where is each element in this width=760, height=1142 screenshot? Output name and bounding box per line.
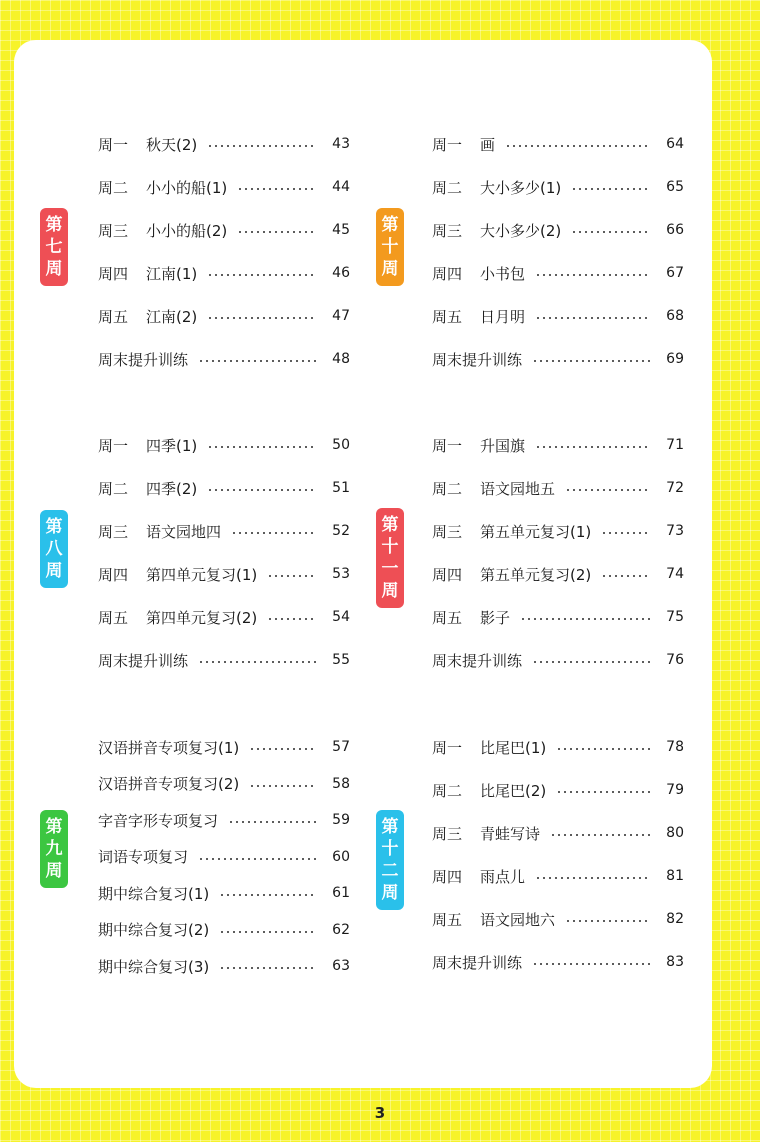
toc-entry[interactable] <box>432 821 684 845</box>
entry-title: 第四单元复习(1) <box>146 565 258 584</box>
toc-entry[interactable] <box>98 175 350 199</box>
toc-entry[interactable] <box>98 605 350 629</box>
dot-leader <box>535 877 650 879</box>
entry-page: 65 <box>666 179 684 195</box>
badge-char: 周 <box>45 561 63 581</box>
entry-page: 43 <box>332 136 350 152</box>
entry-page: 57 <box>332 739 350 755</box>
week-8-badge <box>40 510 68 588</box>
toc-entry[interactable] <box>98 347 350 371</box>
toc-entry[interactable] <box>98 845 350 869</box>
entry-title: 语文园地五 <box>480 479 556 498</box>
entry-page: 74 <box>666 566 684 582</box>
dot-leader <box>532 360 650 362</box>
entry-day: 周二 <box>98 479 129 498</box>
entry-title: 语文园地六 <box>480 910 556 929</box>
toc-entry[interactable] <box>432 132 684 156</box>
entry-day: 周四 <box>432 867 463 886</box>
toc-entry[interactable] <box>98 562 350 586</box>
badge-char: 周 <box>381 259 399 279</box>
dot-leader <box>571 188 650 190</box>
entry-page: 63 <box>332 958 350 974</box>
dot-leader <box>237 188 316 190</box>
entry-page: 58 <box>332 775 350 792</box>
toc-entry[interactable] <box>98 772 350 796</box>
dot-leader <box>207 145 316 147</box>
entry-title: 汉语拼音专项复习(2) <box>98 775 240 793</box>
entry-day: 周五 <box>432 307 463 326</box>
entry-title: 大小多少(2) <box>480 221 562 240</box>
entry-day: 周一 <box>98 436 129 455</box>
entry-title: 第五单元复习(2) <box>480 565 592 584</box>
badge-char: 第 <box>381 215 399 235</box>
toc-entry[interactable] <box>98 881 350 905</box>
dot-leader <box>535 317 650 319</box>
entry-page: 79 <box>666 782 684 798</box>
entry-title: 期中综合复习(1) <box>98 884 210 903</box>
entry-day: 周二 <box>432 479 463 498</box>
dot-leader <box>231 532 316 534</box>
toc-entry[interactable] <box>432 347 684 371</box>
dot-leader <box>219 894 316 896</box>
entry-title: 周末提升训练 <box>432 953 523 972</box>
toc-entry[interactable] <box>432 735 684 759</box>
entry-page: 59 <box>332 812 350 828</box>
entry-day: 周三 <box>98 522 129 541</box>
entry-page: 81 <box>666 868 684 884</box>
toc-entry[interactable] <box>432 648 684 672</box>
toc-entry[interactable] <box>98 476 350 500</box>
entry-page: 46 <box>332 265 350 281</box>
entry-title: 周末提升训练 <box>98 350 189 369</box>
badge-char: 第 <box>45 215 63 235</box>
entry-page: 48 <box>332 351 350 367</box>
dot-leader <box>565 489 650 491</box>
dot-leader <box>207 446 316 448</box>
entry-day: 周三 <box>432 221 463 240</box>
dot-leader <box>535 446 650 448</box>
entry-title: 期中综合复习(3) <box>98 957 210 976</box>
entry-page: 76 <box>666 652 684 668</box>
dot-leader <box>237 231 316 233</box>
badge-char: 二 <box>381 861 399 881</box>
badge-char: 七 <box>45 237 63 257</box>
dot-leader <box>601 532 650 534</box>
entry-title: 词语专项复习 <box>98 848 189 866</box>
dot-leader <box>601 575 650 577</box>
dot-leader <box>550 834 650 836</box>
badge-char: 第 <box>45 517 63 537</box>
entry-page: 73 <box>666 523 684 539</box>
entry-page: 54 <box>332 609 350 625</box>
badge-char: 八 <box>45 539 63 559</box>
entry-page: 68 <box>666 308 684 324</box>
toc-entry[interactable] <box>432 476 684 500</box>
toc-entry[interactable] <box>432 304 684 328</box>
entry-day: 周一 <box>432 436 463 455</box>
dot-leader <box>198 661 316 663</box>
entry-page: 44 <box>332 179 350 195</box>
toc-entry[interactable] <box>98 954 350 978</box>
toc-entry[interactable] <box>98 735 350 759</box>
entry-title: 大小多少(1) <box>480 178 562 197</box>
entry-title: 江南(1) <box>146 264 198 283</box>
week-12-badge <box>376 810 404 910</box>
entry-title: 四季(1) <box>146 436 198 455</box>
entry-page: 53 <box>332 566 350 582</box>
entry-page: 80 <box>666 825 684 841</box>
entry-day: 周三 <box>432 824 463 843</box>
page-number: 3 <box>374 1104 386 1122</box>
entry-page: 75 <box>666 609 684 625</box>
dot-leader <box>532 661 650 663</box>
entry-title: 第四单元复习(2) <box>146 608 258 627</box>
entry-page: 45 <box>332 222 350 238</box>
badge-char: 十 <box>381 237 399 257</box>
entry-title: 期中综合复习(2) <box>98 921 210 939</box>
toc-entry[interactable] <box>432 864 684 888</box>
entry-page: 62 <box>332 921 350 938</box>
entry-page: 61 <box>332 885 350 901</box>
entry-page: 78 <box>666 739 684 755</box>
entry-page: 64 <box>666 136 684 152</box>
toc-entry[interactable] <box>432 950 684 974</box>
badge-char: 第 <box>381 817 399 837</box>
toc-entry[interactable] <box>98 918 350 942</box>
entry-page: 55 <box>332 652 350 668</box>
badge-char: 周 <box>381 883 399 903</box>
entry-title: 小小的船(1) <box>146 178 228 197</box>
entry-title: 小书包 <box>480 264 526 283</box>
entry-title: 汉语拼音专项复习(1) <box>98 738 240 757</box>
dot-leader <box>198 858 316 860</box>
toc-entry[interactable] <box>98 132 350 156</box>
entry-page: 83 <box>666 954 684 970</box>
entry-title: 四季(2) <box>146 479 198 498</box>
toc-entry[interactable] <box>98 648 350 672</box>
entry-title: 字音字形专项复习 <box>98 811 219 830</box>
dot-leader <box>207 274 316 276</box>
badge-char: 周 <box>45 259 63 279</box>
entry-day: 周二 <box>432 781 463 800</box>
badge-char: 一 <box>381 559 399 579</box>
dot-leader <box>267 575 316 577</box>
entry-title: 周末提升训练 <box>432 651 523 670</box>
dot-leader <box>219 931 316 933</box>
dot-leader <box>565 920 650 922</box>
badge-char: 十 <box>381 839 399 859</box>
badge-char: 九 <box>45 839 63 859</box>
dot-leader <box>505 145 650 147</box>
toc-entry[interactable] <box>432 261 684 285</box>
entry-title: 比尾巴(2) <box>480 781 547 800</box>
entry-day: 周五 <box>98 608 129 627</box>
entry-title: 画 <box>480 135 496 154</box>
entry-page: 82 <box>666 911 684 927</box>
dot-leader <box>520 618 650 620</box>
toc-entry[interactable] <box>432 519 684 543</box>
badge-char: 周 <box>381 581 399 601</box>
entry-day: 周五 <box>432 910 463 929</box>
week-9-badge <box>40 810 68 888</box>
entry-day: 周二 <box>432 178 463 197</box>
entry-title: 比尾巴(1) <box>480 738 547 757</box>
entry-day: 周一 <box>98 135 129 154</box>
entry-day: 周五 <box>98 307 129 326</box>
entry-page: 52 <box>332 523 350 539</box>
entry-title: 秋天(2) <box>146 135 198 154</box>
entry-title: 周末提升训练 <box>98 651 189 670</box>
entry-page: 72 <box>666 480 684 496</box>
entry-page: 51 <box>332 480 350 496</box>
entry-day: 周三 <box>432 522 463 541</box>
entry-day: 周一 <box>432 135 463 154</box>
dot-leader <box>207 317 316 319</box>
toc-entry[interactable] <box>432 433 684 457</box>
entry-title: 雨点儿 <box>480 867 526 886</box>
entry-title: 日月明 <box>480 307 526 326</box>
badge-char: 第 <box>381 515 399 535</box>
toc-entry[interactable] <box>432 175 684 199</box>
dot-leader <box>228 821 316 823</box>
entry-title: 升国旗 <box>480 436 526 455</box>
badge-char: 周 <box>45 861 63 881</box>
dot-leader <box>535 274 650 276</box>
dot-leader <box>249 748 316 750</box>
dot-leader <box>556 791 650 793</box>
toc-entry[interactable] <box>98 519 350 543</box>
entry-title: 青蛙写诗 <box>480 824 541 843</box>
entry-day: 周四 <box>98 264 129 283</box>
dot-leader <box>249 785 316 787</box>
week-10-badge <box>376 208 404 286</box>
entry-title: 第五单元复习(1) <box>480 522 592 541</box>
dot-leader <box>198 360 316 362</box>
entry-page: 67 <box>666 265 684 281</box>
entry-day: 周四 <box>432 264 463 283</box>
entry-day: 周五 <box>432 608 463 627</box>
entry-title: 江南(2) <box>146 307 198 326</box>
toc-entry[interactable] <box>98 433 350 457</box>
toc-entry[interactable] <box>432 562 684 586</box>
dot-leader <box>219 967 316 969</box>
dot-leader <box>556 748 650 750</box>
entry-page: 66 <box>666 222 684 238</box>
dot-leader <box>571 231 650 233</box>
entry-page: 71 <box>666 437 684 453</box>
toc-entry[interactable] <box>98 304 350 328</box>
toc-entry[interactable] <box>98 218 350 242</box>
entry-title: 影子 <box>480 608 511 627</box>
toc-entry[interactable] <box>98 261 350 285</box>
badge-char: 十 <box>381 537 399 557</box>
dot-leader <box>532 963 650 965</box>
entry-day: 周一 <box>432 738 463 757</box>
entry-title: 周末提升训练 <box>432 350 523 369</box>
toc-entry[interactable] <box>432 778 684 802</box>
entry-day: 周二 <box>98 178 129 197</box>
dot-leader <box>267 618 316 620</box>
entry-day: 周四 <box>98 565 129 584</box>
entry-page: 69 <box>666 351 684 367</box>
entry-page: 47 <box>332 308 350 324</box>
badge-char: 第 <box>45 817 63 837</box>
week-11-badge <box>376 508 404 608</box>
entry-page: 50 <box>332 437 350 453</box>
toc-entry[interactable] <box>432 605 684 629</box>
toc-entry[interactable] <box>432 907 684 931</box>
entry-day: 周三 <box>98 221 129 240</box>
dot-leader <box>207 489 316 491</box>
toc-entry[interactable] <box>98 808 350 832</box>
entry-title: 语文园地四 <box>146 522 222 541</box>
entry-title: 小小的船(2) <box>146 221 228 240</box>
entry-day: 周四 <box>432 565 463 584</box>
week-7-badge <box>40 208 68 286</box>
toc-entry[interactable] <box>432 218 684 242</box>
entry-page: 60 <box>332 848 350 865</box>
